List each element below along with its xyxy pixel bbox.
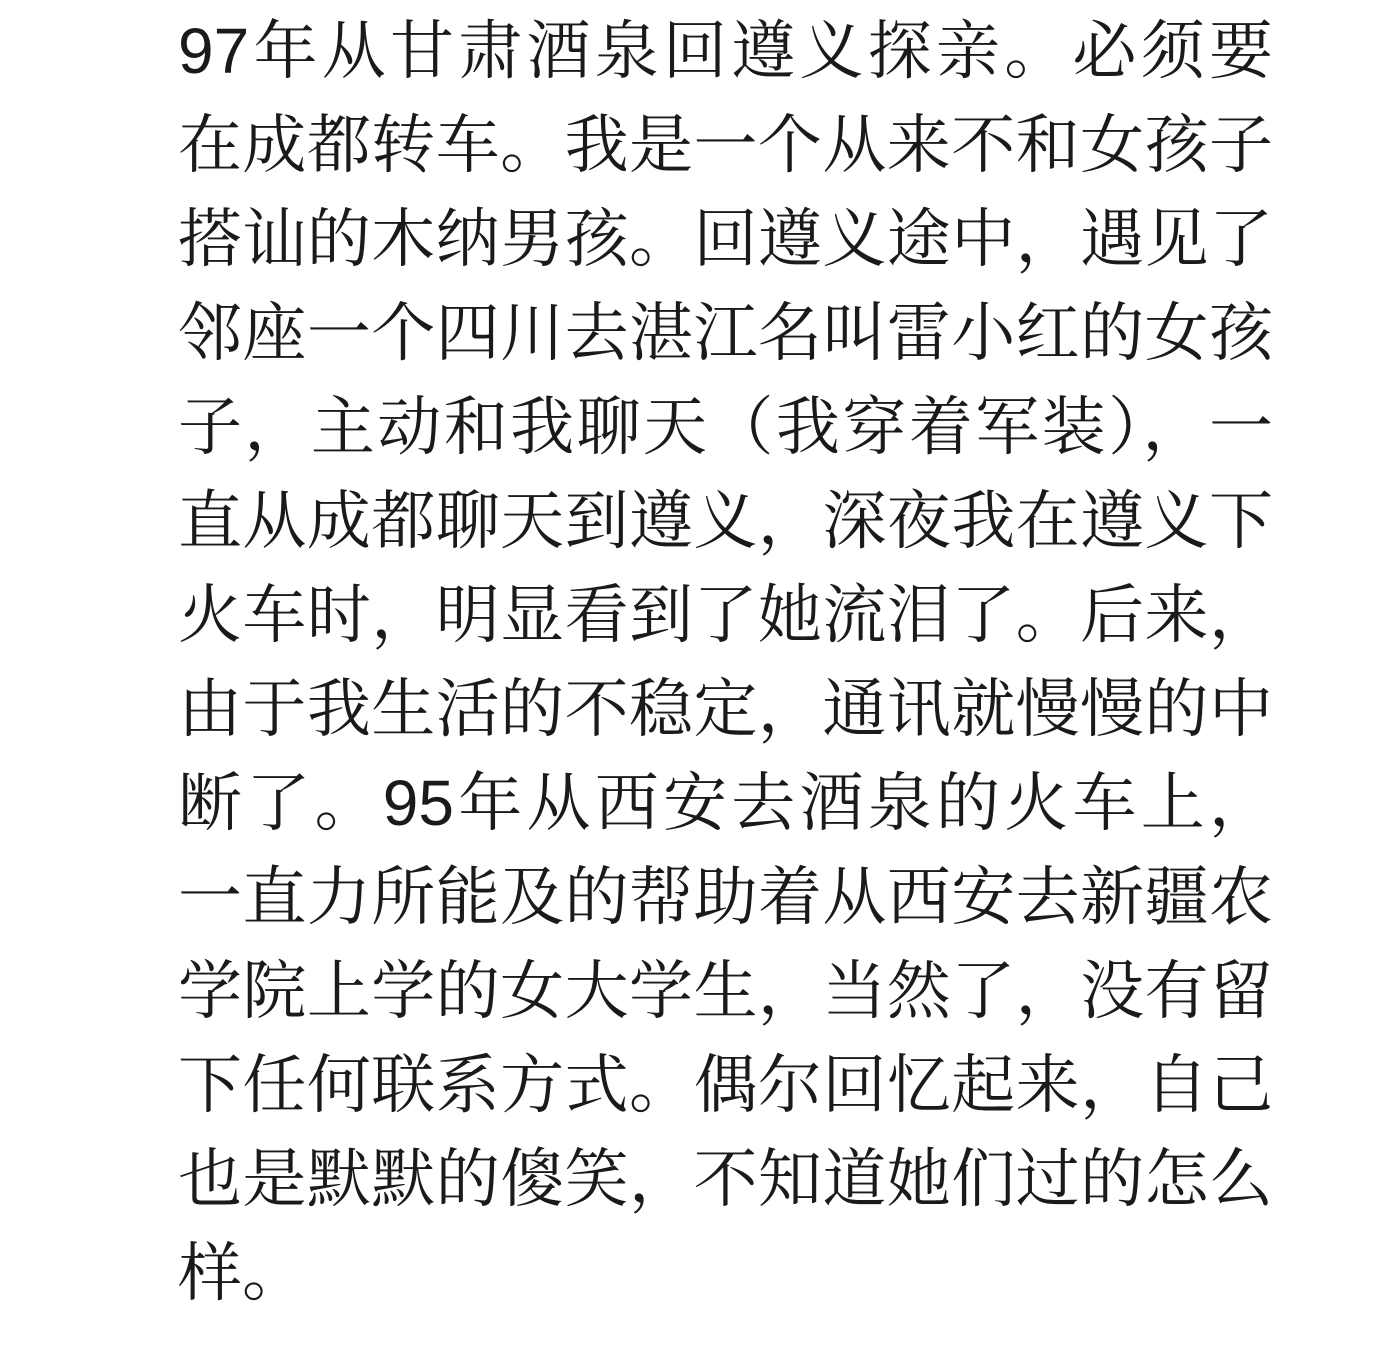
body-paragraph: 97年从甘肃酒泉回遵义探亲。必须要在成都转车。我是一个从来不和女孩子搭讪的木纳男孩。回遵义途中，遇见了邻座一个四川去湛江名叫雷小红的女孩子，主动和我聊天（我穿着军装），一直从成都聊天到遵义，深夜我在遵义下火车时，明显看到了她流泪了。后来，由于我生活的不稳定，通讯就慢慢的中断了。95年从西安去酒泉的火车上，一直力所能及的帮助着从西安去新疆农学院上学的女大学生，当然了，没有留下任何联系方式。偶尔回忆起来，自己也是默默的傻笑，不知道她们过的怎么样。 — [178, 15, 1273, 1309]
